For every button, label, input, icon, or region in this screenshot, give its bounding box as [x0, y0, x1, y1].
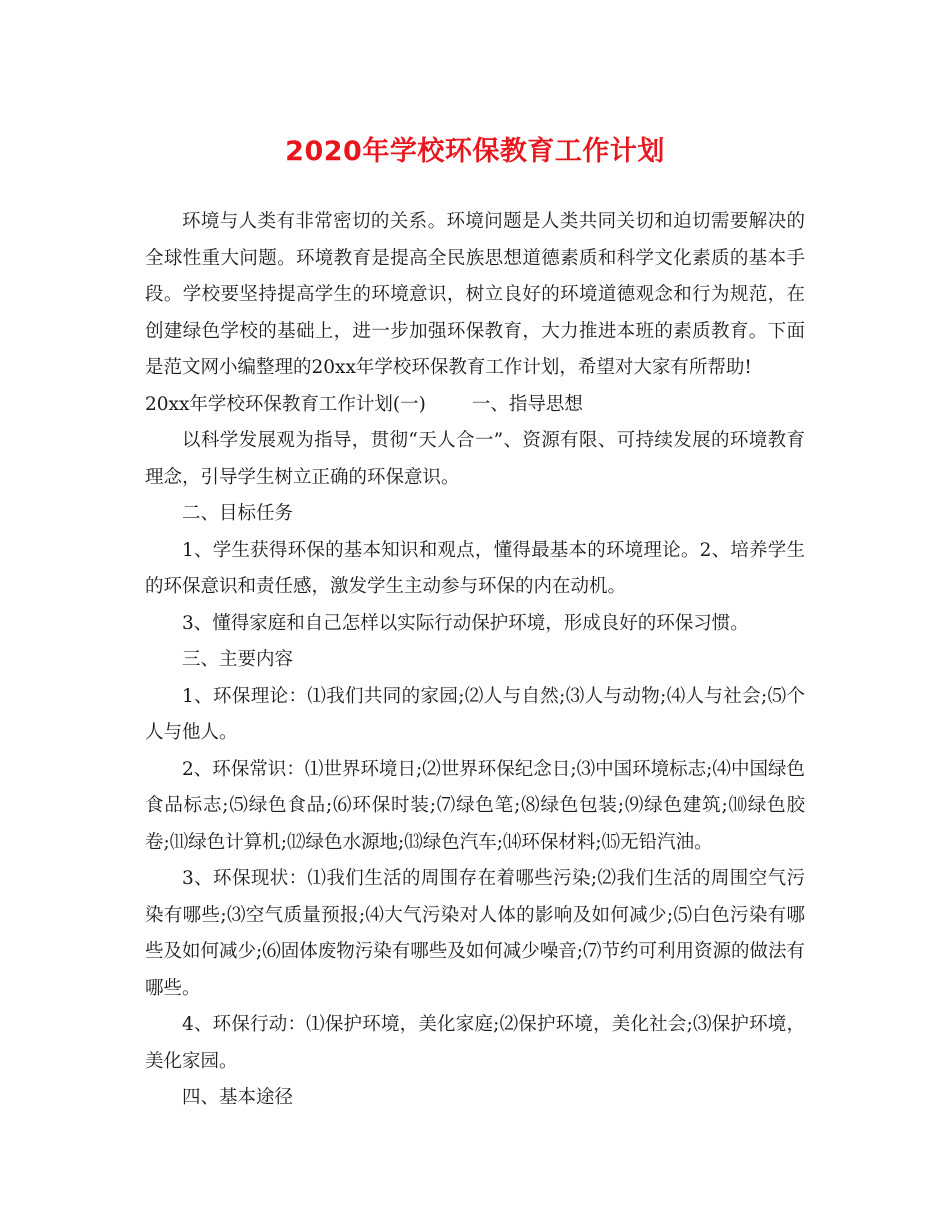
content-action-paragraph: 4、环保行动：⑴保护环境，美化家庭;⑵保护环境，美化社会;⑶保护环境，美化家园。: [145, 1014, 805, 1072]
section-heading-approaches: 四、基本途径: [182, 1087, 294, 1108]
content-status-paragraph: 3、环保现状：⑴我们生活的周围存在着哪些污染;⑵我们生活的周围空气污染有哪些;⑶空气质量预报;⑷大气污染对人体的影响及如何减少;⑸白色污染有哪些及如何减少;⑹固体废物污染有哪些及如何减少噪音;⑺节约可利用资源的做法有哪些。: [145, 868, 805, 999]
intro-paragraph: 环境与人类有非常密切的关系。环境问题是人类共同关切和迫切需要解决的全球性重大问题。环境教育是提高全民族思想道德素质和科学文化素质的基本手段。学校要坚持提高学生的环境意识，树立良好的环境道德观念和行为规范，在创建绿色学校的基础上，进一步加强环保教育，大力推进本班的素质教育。下面是范文网小编整理的20xx年学校环保教育工作计划，希望对大家有所帮助!: [145, 211, 805, 378]
content-theory-paragraph: 1、环保理论：⑴我们共同的家园;⑵人与自然;⑶人与动物;⑷人与社会;⑸个人与他人。: [145, 685, 805, 743]
plan-heading: 20xx年学校环保教育工作计划(一): [145, 393, 426, 415]
document-title: 2020年学校环保教育工作计划: [285, 136, 665, 167]
goals-paragraph-1: 1、学生获得环保的基本知识和观点，懂得最基本的环境理论。2、培养学生的环保意识和责任感，激发学生主动参与环保的内在动机。: [145, 539, 805, 597]
goals-paragraph-2: 3、懂得家庭和自己怎样以实际行动保护环境，形成良好的环保习惯。: [182, 612, 749, 634]
document-body: [145, 204, 805, 1117]
section-heading-guiding-ideology: 一、指导思想: [471, 393, 583, 415]
section-heading-content: 三、主要内容: [182, 649, 294, 670]
section-heading-goals: 二、目标任务: [182, 503, 294, 524]
guiding-ideology-paragraph: 以科学发展观为指导，贯彻“天人合一”、资源有限、可持续发展的环境教育理念，引导学生树立正确的环保意识。: [145, 430, 805, 488]
content-knowledge-paragraph: 2、环保常识：⑴世界环境日;⑵世界环保纪念日;⑶中国环境标志;⑷中国绿色食品标志;⑸绿色食品;⑹环保时装;⑺绿色笔;⑻绿色包装;⑼绿色建筑;⑽绿色胶卷;⑾绿色计算机;⑿绿色水源地;⒀绿色汽车;⒁环保材料;⒂无铅汽油。: [145, 758, 805, 853]
plan-heading-line: [145, 387, 805, 424]
